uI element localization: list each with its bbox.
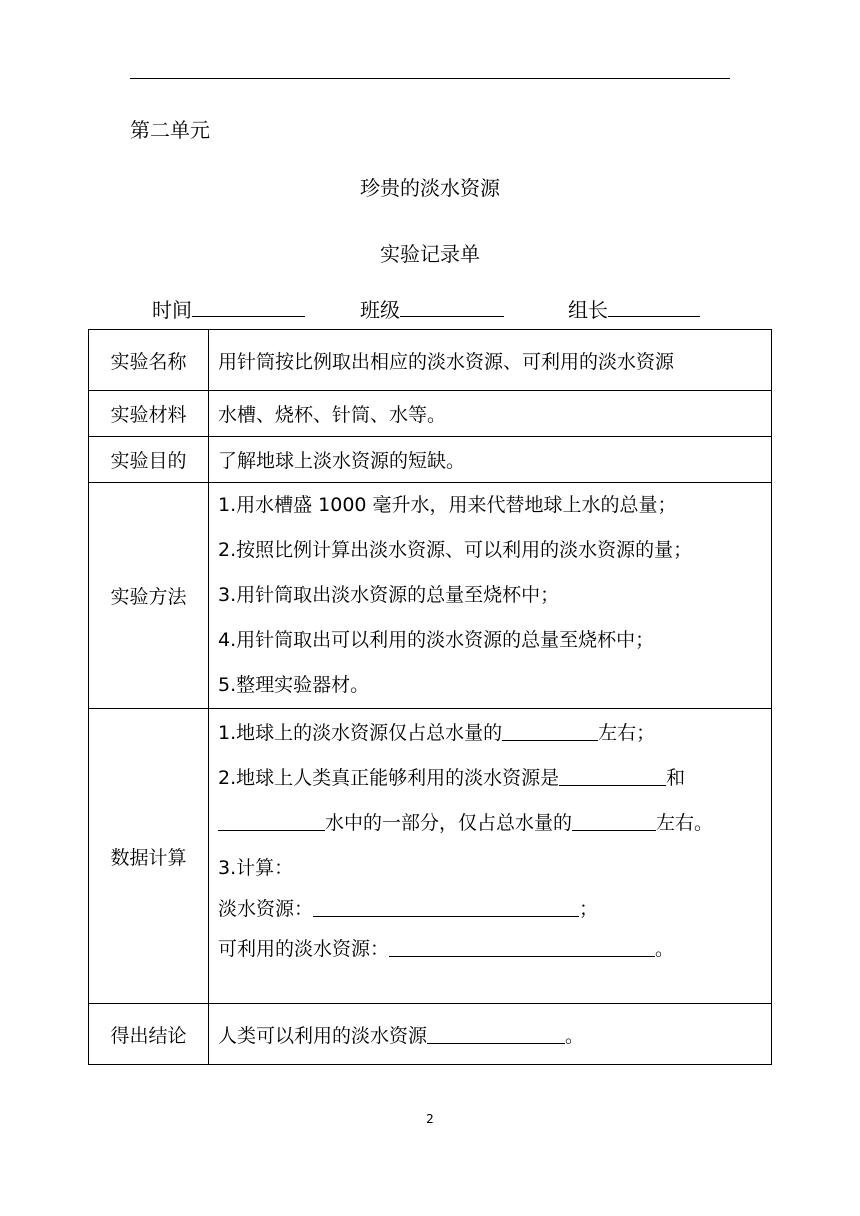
- page-title: 珍贵的淡水资源: [360, 176, 500, 200]
- method-step: 4.用针筒取出可以利用的淡水资源的总量至烧杯中；: [218, 629, 655, 651]
- data-line-1: 1.地球上的淡水资源仅占总水量的 左右；: [218, 722, 656, 744]
- usable-calc-blank[interactable]: [389, 938, 655, 957]
- row-materials: [89, 391, 772, 437]
- row-data: [89, 709, 772, 1004]
- page-subtitle: 实验记录单: [380, 242, 480, 266]
- conclusion-label: 得出结论: [89, 1004, 209, 1065]
- usable-ratio-blank[interactable]: [572, 812, 656, 831]
- method-step: 3.用针筒取出淡水资源的总量至烧杯中；: [218, 584, 560, 606]
- purpose-label: 实验目的: [89, 437, 209, 483]
- class-label: 班级: [360, 298, 400, 322]
- page-number: 2: [426, 1112, 434, 1126]
- leader-field: [568, 294, 700, 323]
- data-line-3: 水中的一部分，仅占总水量的 左右。: [218, 801, 771, 846]
- data-line-5: 淡水资源： ；: [218, 898, 599, 920]
- method-step: 1.用水槽盛 1000 毫升水，用来代替地球上水的总量；: [218, 494, 677, 516]
- row-method: [89, 483, 772, 709]
- class-field: [360, 294, 504, 323]
- time-blank[interactable]: [192, 296, 305, 317]
- method-label: 实验方法: [89, 483, 209, 709]
- name-label: 实验名称: [89, 330, 209, 391]
- data-label: 数据计算: [89, 709, 209, 1004]
- name-value: 用针筒按比例取出相应的淡水资源、可利用的淡水资源: [209, 330, 772, 391]
- method-step: 5.整理实验器材。: [218, 674, 370, 696]
- conclusion-value: 人类可以利用的淡水资源 。: [209, 1004, 772, 1065]
- method-step: 2.按照比例计算出淡水资源、可以利用的淡水资源的量；: [218, 539, 693, 561]
- data-line-4: 3.计算：: [218, 857, 294, 879]
- usable-source-blank-1[interactable]: [559, 767, 666, 786]
- time-label: 时间: [152, 298, 192, 322]
- materials-label: 实验材料: [89, 391, 209, 437]
- freshwater-ratio-blank[interactable]: [502, 722, 598, 741]
- row-name: [89, 330, 772, 391]
- row-purpose: [89, 437, 772, 483]
- purpose-value: 了解地球上淡水资源的短缺。: [209, 437, 772, 483]
- data-line-2: 2.地球上人类真正能够利用的淡水资源是 和: [218, 767, 686, 789]
- unit-heading: 第二单元: [130, 118, 210, 142]
- data-value: [209, 709, 772, 1004]
- materials-value: 水槽、烧杯、针筒、水等。: [209, 391, 772, 437]
- row-conclusion: [89, 1004, 772, 1065]
- class-blank[interactable]: [400, 296, 504, 317]
- freshwater-calc-blank[interactable]: [313, 898, 579, 917]
- record-table: [88, 329, 772, 1065]
- method-value: [209, 483, 772, 709]
- header-rule: [130, 78, 730, 79]
- leader-blank[interactable]: [608, 296, 700, 317]
- usable-source-blank-2[interactable]: [218, 812, 325, 831]
- data-line-6: 可利用的淡水资源： 。: [218, 938, 675, 960]
- conclusion-blank[interactable]: [427, 1025, 565, 1044]
- time-field: [152, 294, 305, 323]
- leader-label: 组长: [568, 298, 608, 322]
